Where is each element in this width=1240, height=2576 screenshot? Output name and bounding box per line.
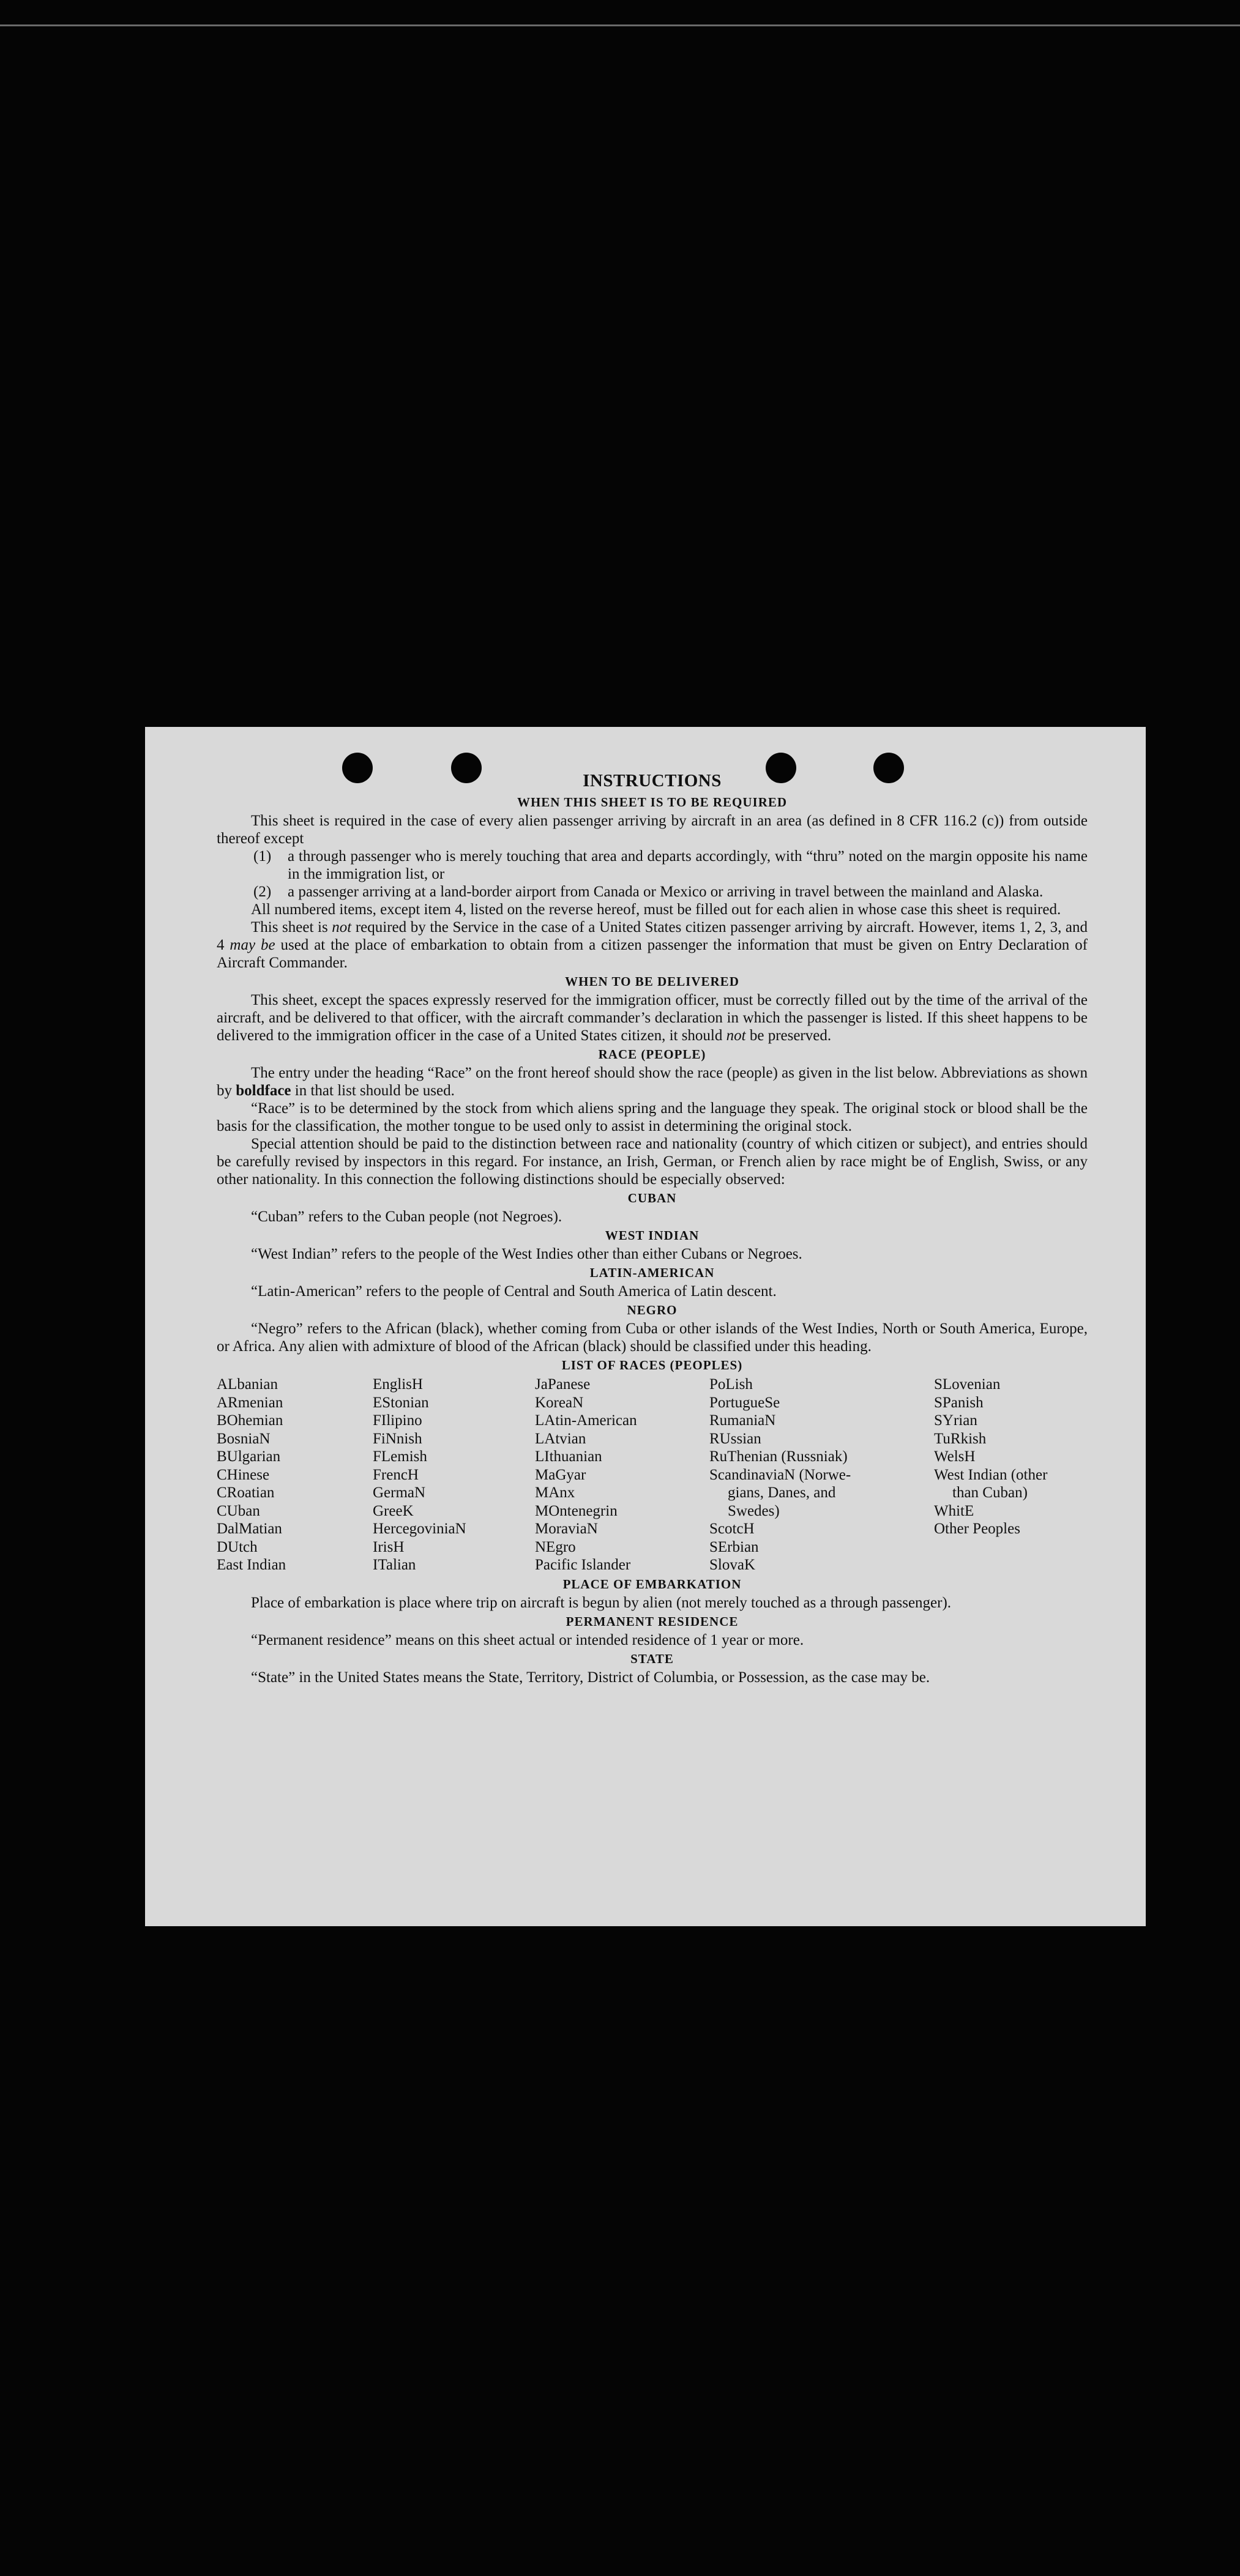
top-edge-rule bbox=[0, 24, 1240, 26]
emphasis: not bbox=[726, 1027, 746, 1044]
section-heading: NEGRO bbox=[627, 1303, 678, 1317]
race-item: West Indian (other bbox=[934, 1466, 1048, 1483]
instruction-sheet bbox=[145, 727, 1146, 1926]
paragraph: “State” in the United States means the State, Territory, District of Columbia, or Possession, as the case may be. bbox=[251, 1669, 930, 1686]
race-item: BOhemian bbox=[217, 1412, 283, 1429]
race-item: GermaN bbox=[373, 1484, 426, 1501]
race-item: FLemish bbox=[373, 1448, 427, 1465]
page-title: INSTRUCTIONS bbox=[583, 771, 722, 791]
race-item: TuRkish bbox=[934, 1430, 987, 1447]
race-item: RumaniaN bbox=[709, 1412, 776, 1429]
race-item: SlovaK bbox=[709, 1557, 755, 1573]
paragraph: “Negro” refers to the African (black), whether coming from Cuba or other islands of the West Indies, North or South America, Europe, or Africa. Any alien with admixture of blood of the African (black) should be classified under this heading. bbox=[217, 1320, 1088, 1355]
race-column bbox=[934, 1375, 1087, 1574]
race-item: LIthuanian bbox=[535, 1448, 602, 1465]
punch-hole bbox=[451, 753, 482, 783]
race-column bbox=[535, 1375, 709, 1574]
section-heading: LIST OF RACES (PEOPLES) bbox=[561, 1358, 743, 1372]
race-item: SErbian bbox=[709, 1538, 759, 1555]
race-item: Pacific Islander bbox=[535, 1557, 631, 1573]
text-run: be preserved. bbox=[749, 1027, 832, 1044]
race-item: HercegoviniaN bbox=[373, 1521, 466, 1537]
paragraph bbox=[217, 1064, 1088, 1100]
list-item bbox=[217, 847, 1088, 883]
race-item: ScandinaviaN (Norwe- bbox=[709, 1466, 851, 1483]
text-run: The entry under the heading “Race” on the front hereof should show the race (people) as given in the list below. Abbreviations as shown by bbox=[217, 1065, 1088, 1099]
race-column bbox=[217, 1375, 373, 1574]
punch-hole bbox=[766, 753, 796, 783]
race-item: WhitE bbox=[934, 1502, 974, 1519]
race-item: RUssian bbox=[709, 1430, 761, 1447]
race-item: SLovenian bbox=[934, 1376, 1001, 1393]
race-item: MAnx bbox=[535, 1484, 575, 1501]
race-item: ARmenian bbox=[217, 1394, 283, 1411]
race-item: gians, Danes, and bbox=[728, 1484, 836, 1501]
race-item: NEgro bbox=[535, 1538, 576, 1555]
race-item: EnglisH bbox=[373, 1376, 423, 1393]
paragraph: Special attention should be paid to the distinction between race and nationality (country of which citizen or subject), and entries should be carefully revised by inspectors in this regard. For instance, an Irish, German, or French alien by race might be of English, Swiss, or any other nationality. In this connection the following distinctions should be especially observed: bbox=[217, 1136, 1088, 1188]
section-heading: WHEN TO BE DELIVERED bbox=[565, 974, 739, 989]
race-item: PoLish bbox=[709, 1376, 753, 1393]
item-number: (1) bbox=[253, 848, 272, 865]
race-item: JaPanese bbox=[535, 1376, 591, 1393]
race-column bbox=[373, 1375, 535, 1574]
race-item: LAtvian bbox=[535, 1430, 586, 1447]
paragraph: “Race” is to be determined by the stock from which aliens spring and the language they speak. The original stock or blood shall be the basis for the classification, the mother tongue to be used only to assist in determining the original stock. bbox=[217, 1100, 1088, 1134]
race-item: PortugueSe bbox=[709, 1394, 780, 1411]
race-item: CHinese bbox=[217, 1466, 270, 1483]
race-item: KoreaN bbox=[535, 1394, 584, 1411]
race-item: BUlgarian bbox=[217, 1448, 281, 1465]
section-heading: LATIN-AMERICAN bbox=[589, 1265, 715, 1280]
race-item: DalMatian bbox=[217, 1521, 282, 1537]
race-item: CRoatian bbox=[217, 1484, 275, 1501]
emphasis: not bbox=[332, 919, 352, 936]
section-heading: CUBAN bbox=[627, 1191, 677, 1205]
section-heading: WEST INDIAN bbox=[605, 1228, 700, 1243]
race-item: FIlipino bbox=[373, 1412, 422, 1429]
paragraph: “Cuban” refers to the Cuban people (not Negroes). bbox=[251, 1208, 562, 1225]
race-item: MoraviaN bbox=[535, 1521, 598, 1537]
paragraph: “Permanent residence” means on this sheet actual or intended residence of 1 year or more. bbox=[251, 1631, 804, 1648]
emphasis: may be bbox=[230, 937, 275, 953]
race-item: East Indian bbox=[217, 1557, 286, 1573]
text-run: This sheet is bbox=[251, 919, 328, 936]
text-run: in that list should be used. bbox=[294, 1082, 455, 1099]
section-heading: PLACE OF EMBARKATION bbox=[562, 1576, 742, 1591]
race-item: WelsH bbox=[934, 1448, 976, 1465]
race-item: SYrian bbox=[934, 1412, 977, 1429]
section-heading: PERMANENT RESIDENCE bbox=[566, 1614, 739, 1629]
race-item: MaGyar bbox=[535, 1466, 586, 1483]
punch-hole bbox=[342, 753, 373, 783]
item-text: a through passenger who is merely touching that area and departs accordingly, with “thru” noted on the margin opposite his name in the immigration list, or bbox=[288, 848, 1088, 882]
paragraph: This sheet is required in the case of every alien passenger arriving by aircraft in an area (as defined in 8 CFR 116.2 (c)) from outside thereof except bbox=[217, 813, 1088, 847]
paragraph: “West Indian” refers to the people of the West Indies other than either Cubans or Negroes. bbox=[251, 1246, 802, 1262]
section-heading: RACE (PEOPLE) bbox=[598, 1047, 706, 1062]
paragraph bbox=[217, 918, 1088, 972]
text-run: used at the place of embarkation to obtain from a citizen passenger the information that must be given on Entry Declaration of Aircraft Commander. bbox=[217, 937, 1088, 971]
race-item: Other Peoples bbox=[934, 1521, 1020, 1537]
bold-text: boldface bbox=[236, 1082, 291, 1099]
paragraph: “Latin-American” refers to the people of Central and South America of Latin descent. bbox=[251, 1283, 777, 1300]
text-run: required by the Service in the case of a United States citizen passenger arriving by aircraft. However, items 1, 2, 3, and 4 bbox=[217, 919, 1088, 953]
list-item bbox=[217, 883, 1088, 901]
paragraph bbox=[217, 991, 1088, 1044]
race-item: ALbanian bbox=[217, 1376, 278, 1393]
race-item: IrisH bbox=[373, 1538, 405, 1555]
item-number: (2) bbox=[253, 884, 272, 900]
section-heading: WHEN THIS SHEET IS TO BE REQUIRED bbox=[517, 795, 788, 810]
race-item: ScotcH bbox=[709, 1521, 755, 1537]
paragraph: Place of embarkation is place where trip on aircraft is begun by alien (not merely touched as a through passenger). bbox=[251, 1594, 952, 1611]
race-item: Swedes) bbox=[728, 1502, 780, 1519]
race-item: CUban bbox=[217, 1502, 260, 1519]
race-item: RuThenian (Russniak) bbox=[709, 1448, 848, 1465]
race-item: MOntenegrin bbox=[535, 1502, 618, 1519]
race-item: ITalian bbox=[373, 1557, 416, 1573]
race-item: FiNnish bbox=[373, 1430, 422, 1447]
race-item: LAtin-American bbox=[535, 1412, 637, 1429]
race-list bbox=[217, 1375, 1088, 1574]
section-heading: STATE bbox=[630, 1651, 674, 1666]
punch-hole bbox=[873, 753, 904, 783]
text-run: This sheet, except the spaces expressly reserved for the immigration officer, must be correctly filled out by the time of the arrival of the aircraft, and be delivered to that officer, with the aircraft commander’s declaration in which the passenger is listed. If this sheet happens to be delivered to the immigration officer in the case of a United States citizen, it should bbox=[217, 992, 1088, 1044]
race-item: DUtch bbox=[217, 1538, 258, 1555]
race-item: FrencH bbox=[373, 1466, 419, 1483]
race-item: BosniaN bbox=[217, 1430, 271, 1447]
race-item: GreeK bbox=[373, 1502, 414, 1519]
item-text: a passenger arriving at a land-border airport from Canada or Mexico or arriving in travel between the mainland and Alaska. bbox=[288, 884, 1044, 900]
race-column bbox=[709, 1375, 934, 1574]
paragraph: All numbered items, except item 4, listed on the reverse hereof, must be filled out for each alien in whose case this sheet is required. bbox=[251, 901, 1061, 918]
race-item: SPanish bbox=[934, 1394, 984, 1411]
race-item: than Cuban) bbox=[952, 1484, 1028, 1501]
race-item: EStonian bbox=[373, 1394, 429, 1411]
